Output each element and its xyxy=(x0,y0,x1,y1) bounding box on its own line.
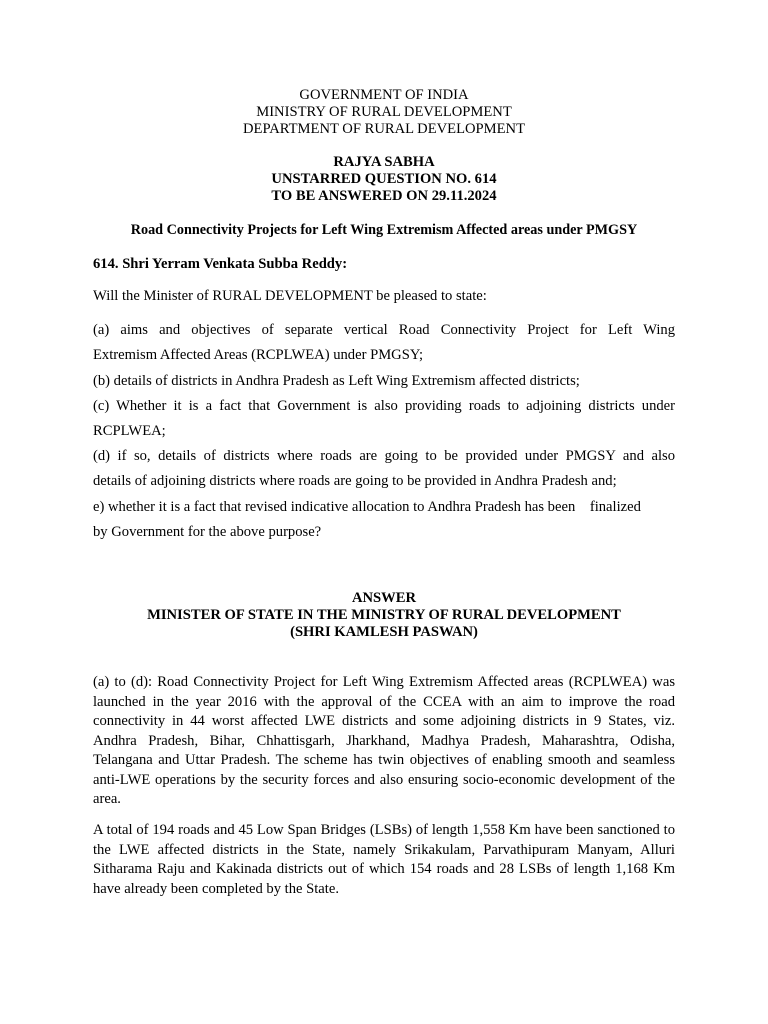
question-line: Extremism Affected Areas (RCPLWEA) under PMGSY; xyxy=(93,347,424,363)
question-number: UNSTARRED QUESTION NO. 614 xyxy=(271,171,497,187)
question-line: e) whether it is a fact that revised indicative allocation to Andhra Pradesh has been finalized xyxy=(93,499,641,515)
answer-heading: ANSWER xyxy=(351,590,417,606)
minister-title: MINISTER OF STATE IN THE MINISTRY OF RURAL DEVELOPMENT xyxy=(147,607,621,623)
question-line: (c) Whether it is a fact that Government is also providing roads to adjoining districts under xyxy=(93,398,675,414)
question-line: (b) details of districts in Andhra Pradesh as Left Wing Extremism affected districts; xyxy=(93,373,580,389)
question-line: RCPLWEA; xyxy=(93,423,166,439)
answer-header xyxy=(0,590,768,641)
answer-paragraph-2: A total of 194 roads and 45 Low Span Bridges (LSBs) of length 1,558 Km have been sanctioned to the LWE affected districts in the State, namely Srikakulam, Parvathipuram Manyam, Alluri Sitharama Raju and Kakinada districts out of which 154 roads and 28 LSBs of length 1,168 Km have already been completed by the State. xyxy=(93,822,675,897)
question-line: by Government for the above purpose? xyxy=(93,524,322,540)
questioner-name: 614. Shri Yerram Venkata Subba Reddy: xyxy=(93,256,348,272)
header-line-department: DEPARTMENT OF RURAL DEVELOPMENT xyxy=(243,121,525,137)
header-line-government: GOVERNMENT OF INDIA xyxy=(299,87,469,103)
question-subject: Road Connectivity Projects for Left Wing Extremism Affected areas under PMGSY xyxy=(130,222,638,238)
header-line-ministry: MINISTRY OF RURAL DEVELOPMENT xyxy=(256,104,512,120)
house-name: RAJYA SABHA xyxy=(333,154,435,170)
question-line: details of adjoining districts where roads are going to be provided in Andhra Pradesh and; xyxy=(93,473,617,489)
question-line: (d) if so, details of districts where roads are going to be provided under PMGSY and also xyxy=(93,448,675,464)
government-header xyxy=(0,87,768,138)
question-intro: Will the Minister of RURAL DEVELOPMENT be pleased to state: xyxy=(93,288,487,304)
question-line: (a) aims and objectives of separate vertical Road Connectivity Project for Left Wing xyxy=(93,322,675,338)
minister-name: (SHRI KAMLESH PASWAN) xyxy=(290,624,478,640)
answer-date: TO BE ANSWERED ON 29.11.2024 xyxy=(271,188,497,204)
question-info xyxy=(0,154,768,205)
answer-paragraph-1: (a) to (d): Road Connectivity Project for Left Wing Extremism Affected areas (RCPLWEA) was launched in the year 2016 with the approval of the CCEA with an aim to improve the road connectivity in 44 worst affected LWE districts and some adjoining districts in 9 States, viz. Andhra Pradesh, Bihar, Chhattisgarh, Jharkhand, Madhya Pradesh, Maharashtra, Odisha, Telangana and Uttar Pradesh. The scheme has twin objectives of enabling smooth and seamless anti-LWE operations by the security forces and also ensuring socio-economic development of the area. xyxy=(93,674,675,807)
